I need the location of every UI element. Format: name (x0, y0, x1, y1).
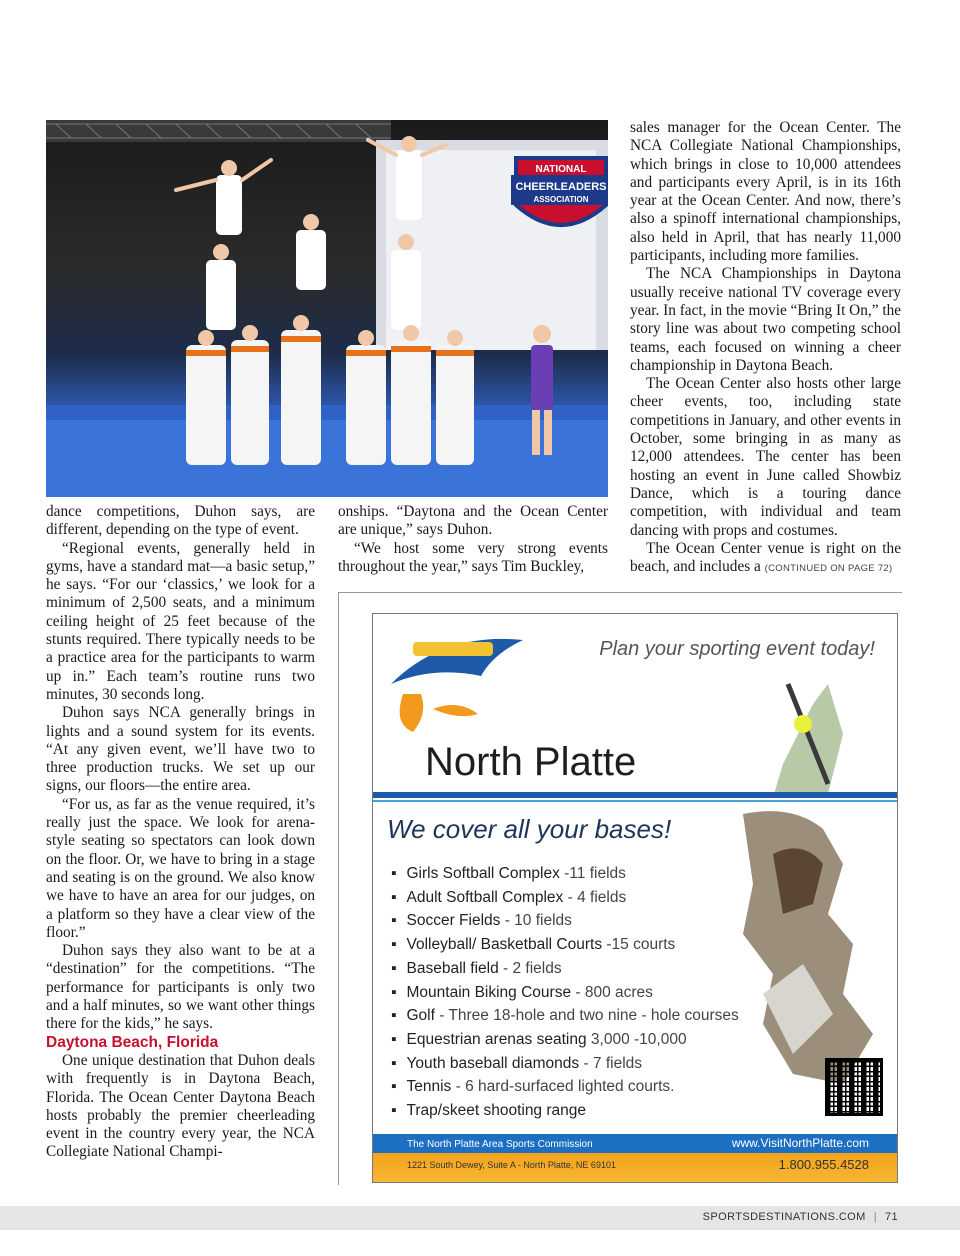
list-item: ▪ Trap/skeet shooting range (391, 1099, 739, 1123)
article-column-2 (338, 503, 608, 576)
article-column-1 (46, 503, 315, 1162)
badge-text-3: ASSOCIATION (533, 195, 589, 204)
col1-paragraph: dance competitions, Duhon says, are different, depending on the type of event. (46, 503, 315, 539)
ad-org-name: The North Platte Area Sports Commission (407, 1139, 593, 1150)
page-footer (703, 1211, 898, 1223)
nca-badge (511, 158, 608, 225)
col1-paragraph: Duhon says NCA generally brings in lights and a sound system for its events. “At any given event, we’ll have two to three production trucks. We set up our signs, our floors—the entire area. (46, 704, 315, 795)
north-platte-ad (372, 613, 898, 1183)
list-item: ▪ Adult Softball Complex - 4 fields (391, 886, 739, 910)
col2-paragraph: “We host some very strong events throughout the year,” says Tim Buckley, (338, 539, 608, 575)
badge-text-1: NATIONAL (535, 164, 587, 175)
list-item: ▪ Golf - Three 18-hole and two nine - hole courses (391, 1004, 739, 1028)
col3-paragraph: The NCA Championships in Daytona usually receive national TV coverage every year. In fact, in the movie “Bring It On,” the story line was about two competing school teams, each focused on winning a cheer championship in Daytona Beach. (630, 265, 902, 374)
list-item: ▪ Baseball field - 2 fields (391, 957, 739, 981)
list-item: ▪ Soccer Fields - 10 fields (391, 909, 739, 933)
ad-divider (373, 792, 897, 798)
continued-note: (CONTINUED ON PAGE 72) (764, 563, 893, 575)
col3-paragraph: sales manager for the Ocean Center. The NCA Collegiate National Championships, which brings in close to 10,000 attendees and participants every April, is in its 16th year at the Ocean Center. And now, there’s also a spinoff international championships, also held in April, that has nearly 11,000 participants, including more families. (630, 119, 901, 265)
footer-separator: | (873, 1211, 877, 1223)
ad-divider-thin (373, 800, 897, 802)
list-item: ▪ Youth baseball diamonds - 7 fields (391, 1052, 739, 1076)
col1-paragraph: One unique destination that Duhon deals with frequently is in Daytona Beach, Florida. The Ocean Center Daytona Beach hosts probably the premier cheerleading event in the country every year, the NCA Collegiate National Champi- (46, 1051, 315, 1161)
ad-address: 1221 South Dewey, Suite A - North Platte, NE 69101 (407, 1160, 616, 1170)
cheer-pyramid-illustration (46, 120, 608, 497)
col1-paragraph: Duhon says they also want to be at a “destination” for the competitions. “The performance for participants is only two and a half minutes, so we want other things there for the kids,” he says. (46, 942, 315, 1033)
article-column-3 (630, 119, 901, 578)
badge-text-2: CHEERLEADERS (515, 181, 607, 193)
qr-code-icon[interactable] (825, 1058, 883, 1116)
col1-paragraph: “Regional events, generally held in gyms, have a standard mat—a basic setup,” he says. “For our ‘classics,’ we look for a minimum of 2,500 seats, and a minimum ceiling height of 25 feet because of the stunts required. There typically needs to be a practice area for the participants to warm up in.” Each team’s routine runs two minutes, 30 seconds long. (46, 539, 315, 703)
list-item: ▪ Volleyball/ Basketball Courts -15 courts (391, 933, 739, 957)
page-number: 71 (884, 1211, 898, 1223)
ad-facilities-list (391, 862, 739, 1123)
ad-headline: We cover all your bases! (387, 814, 672, 844)
ad-tagline: Plan your sporting event today! (599, 638, 875, 660)
list-item: ▪ Mountain Biking Course - 800 acres (391, 981, 739, 1005)
site-name[interactable]: SPORTSDESTINATIONS.COM (702, 1211, 866, 1223)
ad-phone: 1.800.955.4528 (778, 1157, 869, 1172)
list-item: ▪ Tennis - 6 hard-surfaced lighted courts. (391, 1075, 739, 1099)
list-item: ▪ Equestrian arenas seating 3,000 -10,000 (391, 1028, 739, 1052)
ad-website-link[interactable]: www.VisitNorthPlatte.com (731, 1136, 869, 1150)
list-item: ▪ Girls Softball Complex -11 fields (391, 862, 739, 886)
cheerleading-photo (46, 120, 608, 497)
col2-paragraph: onships. “Daytona and the Ocean Center are unique,” says Duhon. (338, 503, 608, 539)
ad-brand-name: North Platte (425, 740, 637, 784)
col1-paragraph: “For us, as far as the venue required, it’s really just the space. We look for arena-style seating so spectators can look down on the floor. Or, we have to bring in a stage and seating is on the ground. We also know we have to have an area for our judges, on a platform so they have a clear view of the floor.” (46, 795, 315, 941)
col3-last-text: The Ocean Center venue is right on the beach, and includes a (630, 539, 901, 576)
section-subhead: Daytona Beach, Florida (46, 1033, 219, 1051)
col3-paragraph: The Ocean Center also hosts other large cheer events, too, including state competitions in January, and other events in October, some bringing in as many as 12,000 attendees. The center has been hosting an event in June called Showbiz Dance, which is a touring dance competition, with individual and team dancing with props and costumes. (630, 375, 901, 539)
col3-paragraph (630, 540, 901, 579)
